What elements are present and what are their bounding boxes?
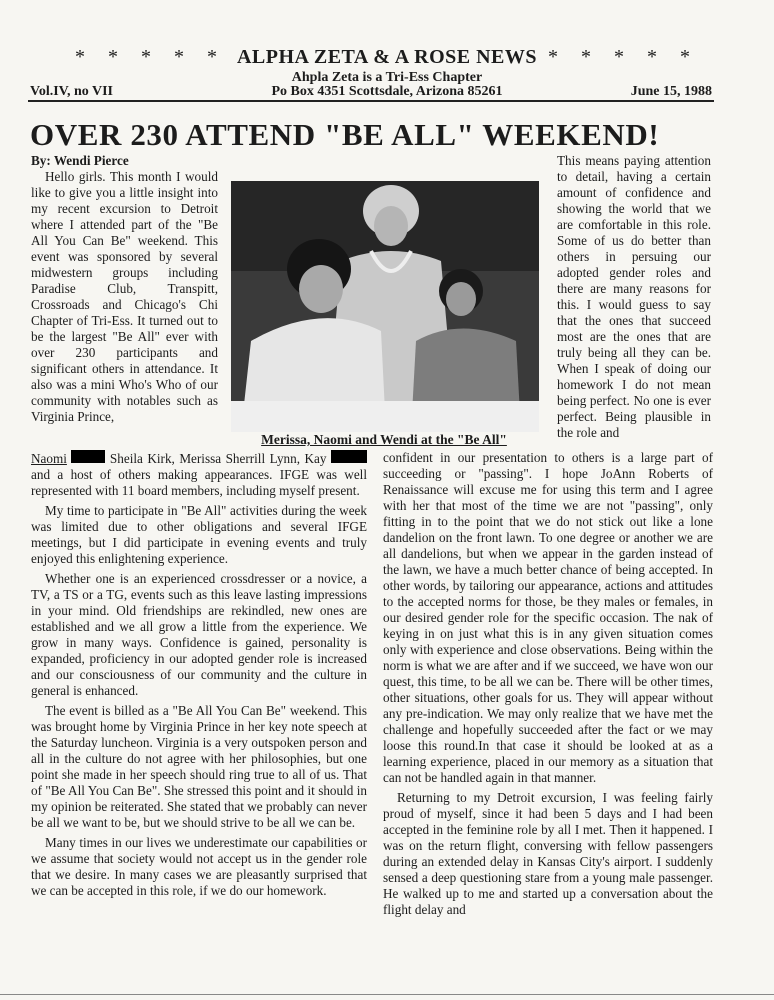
names-continuation: and a host of others making appearances. IFGE was well represented with 11 board members, including myself present. [31, 467, 367, 498]
masthead-rule [28, 100, 714, 102]
decorative-stars-left: * * * * * [74, 46, 226, 68]
name-fragment: Naomi [31, 451, 67, 466]
names-list: Sheila Kirk, Merissa Sherrill Lynn, Kay [109, 451, 327, 466]
left-column-top [31, 153, 218, 429]
mailing-address: Po Box 4351 Scottsdale, Arizona 85261 [271, 84, 503, 99]
photo-caption: Merissa, Naomi and Wendi at the "Be All" [261, 432, 507, 447]
paragraph-capabilities: Many times in our lives we underestimate our capabilities or we assume that society would not accept us in the gender role that we desire. In many cases we are pleasantly surprised that we can be accepted in this role, if we do our homework. [31, 835, 367, 898]
issue-date: June 15, 1988 [630, 84, 712, 99]
paragraph-be-all: The event is billed as a "Be All You Can Be" weekend. This was brought home by Virginia Prince in her key note speech at the Saturday luncheon. Virginia is a very outspoken person and all in the culture do not agree with her philosophies, but one point she made in her speech should ring true to all of us. That of "Be All You Can Be". She stressed this point and it should in my opinion be reiterated. She stated that we probably can never be all we want to be, but we should strive to be all we can be. [31, 703, 367, 830]
left-column-bottom [31, 450, 367, 903]
right-intro-paragraph: This means paying attention to detail, having a certain amount of confidence and showing the world that we are comfortable in this role. Some of us do better than others in persuing our adopted gender roles and there are many reasons for this. I would guess to say that the ones that succeed most are the ones that are truly being all they can be. When I speak of doing our homework I do not mean being perfect. No one is ever perfect. Being plausible in the role and [557, 153, 711, 440]
paragraph-passing: confident in our presentation to others is a large part of succeeding or "passing". I hope JoAnn Roberts of Renaissance will excuse me for using this term and I agree with her that most of the time we are not "passing", only fitting in to the point that we do not stick out like a lone dandelion on the front lawn. To one degree or another we are all dandelions, but when we appear in the garden instead of the lawn, we have a much better chance of being accepted. In other words, by tailoring our appearance, actions and attitudes to the accepted norms for those, be they males or females, in our desired gender role for the specific occasion. The nak of keying in on just what this is in any given situation comes only with experience and close observations. Being within the norm is what we are after and if we succeed, we have won our quest, this time, to be all we can be. There will be other times, other situations, other goals for us. They will appear without any pre-indication. We may only realize that we have met the challenge and hopefully succeeded after the fact or we may loose this round.In that case it should be looked at as a learning experience, placed in our memory as a situation that can not be handled again in that manner. [383, 450, 713, 785]
article-headline: OVER 230 ATTEND "BE ALL" WEEKEND! [30, 117, 660, 152]
paragraph-participation: My time to participate in "Be All" activities during the week was limited due to other obligations and several IFGE meetings, but I did participate in evening events and truly enjoyed this enlightening experience. [31, 503, 367, 566]
photo-illustration [231, 181, 539, 432]
article-photo [231, 181, 539, 432]
newsletter-name: ALPHA ZETA & A ROSE NEWS [236, 46, 538, 68]
paragraph-experience: Whether one is an experienced crossdresser or a novice, a TV, a TS or a TG, events such as this leave lasting impressions in your mind. Old friendships are rekindled, new ones are established and we all grow a little from the experience. We grow in many ways. Confidence is gained, personality is expanded, proficiency in our adopted gender role is increased and our consciousness of our community and the culture in general is enhanced. [31, 571, 367, 698]
redaction-bar [331, 450, 367, 463]
masthead-title [0, 46, 774, 69]
page-bottom-edge [0, 994, 774, 995]
byline: By: Wendi Pierce [31, 153, 129, 168]
paragraph-detroit-return: Returning to my Detroit excursion, I was feeling fairly proud of myself, since it had been 5 days and I had been accepted in the feminine role by all I met. Then it happened. I was on the return flight, conversing with fellow passengers during an extended delay in Kansas City's airport. I suddenly sensed a deep questioning stare from a young male passenger. He walked up to me and started up a conversation about the flight delay and [383, 790, 713, 917]
volume-number: Vol.IV, no VII [30, 84, 114, 99]
right-column-bottom [383, 450, 713, 922]
decorative-stars-right: * * * * * [548, 46, 700, 68]
right-column-top [557, 153, 711, 445]
names-paragraph [31, 450, 367, 499]
intro-paragraph: Hello girls. This month I would like to give you a little insight into my recent excursion to Detroit where I attended part of the "Be All You Can Be" weekend. This event was sponsored by several midwestern groups including Paradise Club, Transpitt, Crossroads and Chicago's Chi Chapter of Tri-Ess. It turned out to be the largest "Be All" ever with over 230 participants and significant others in attendance. It also was a mini Who's Who of our community with notables such as Virginia Prince, [31, 169, 218, 424]
redaction-bar [71, 450, 105, 463]
chapter-subtitle: Ahpla Zeta is a Tri-Ess Chapter [291, 70, 483, 85]
